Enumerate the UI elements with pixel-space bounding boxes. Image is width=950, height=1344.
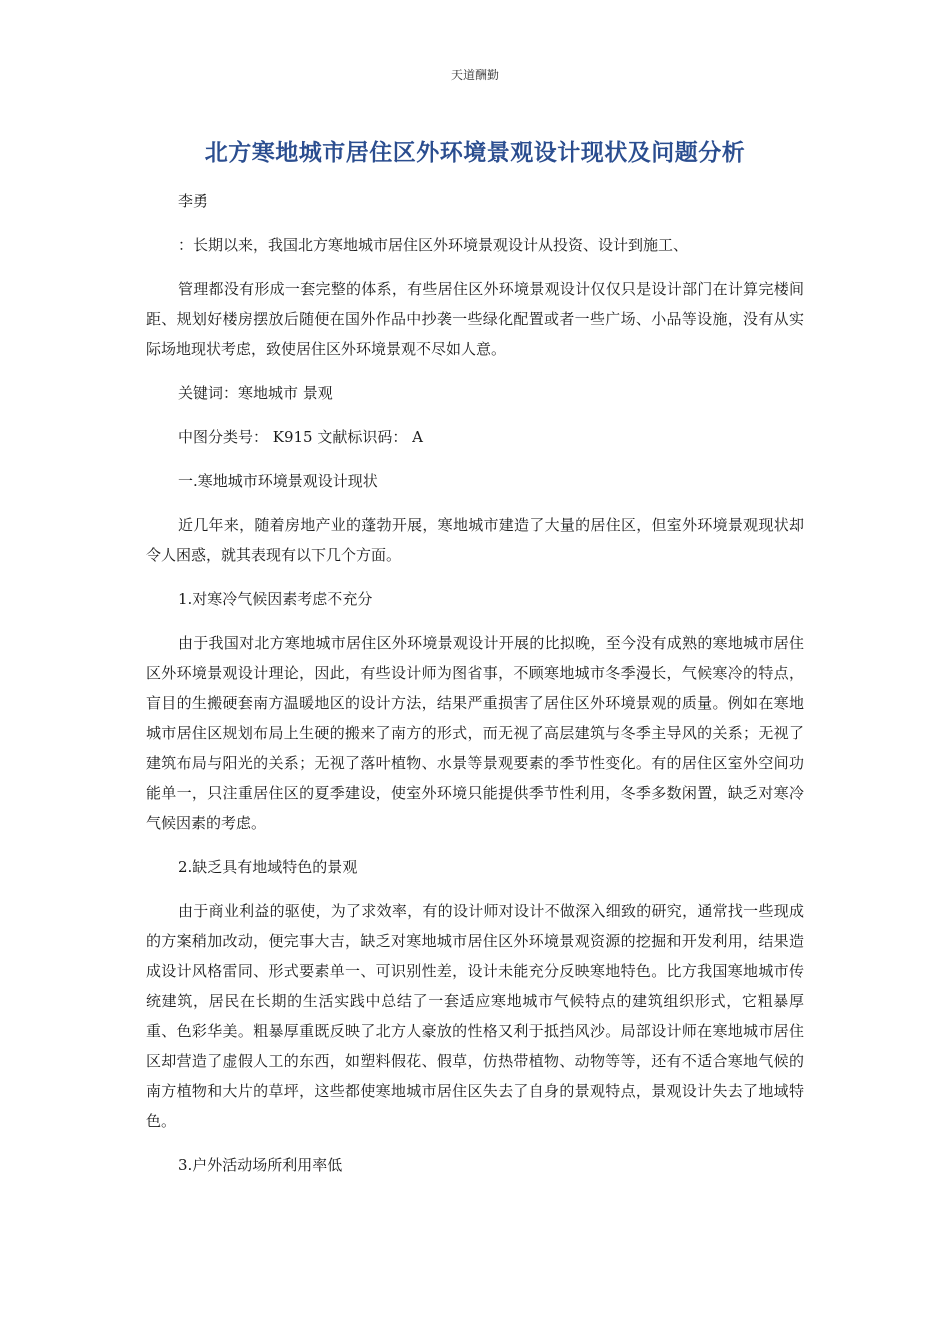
subsection-1-heading: 1.对寒冷气候因素考虑不充分 — [178, 590, 373, 608]
subsection-3-heading: 3.户外活动场所利用率低 — [178, 1156, 343, 1174]
document-title: 北方寒地城市居住区外环境景观设计现状及问题分析 — [204, 140, 746, 166]
abstract-line-1: ：长期以来，我国北方寒地城市居住区外环境景观设计从投资、设计到施工、 — [178, 236, 689, 254]
abstract-line-2: 管理都没有形成一套完整的体系，有些居住区外环境景观设计仅仅只是设计部门在计算完楼间距、规划好楼房摆放后随便在国外作品中抄袭一些绿化配置或者一些广场、小品等设施，没有从实际场地现状考虑，致使居住区外环境景观不尽如人意。 — [146, 280, 804, 358]
header-mark: 天道酬勤 — [450, 68, 499, 82]
section-1-intro: 近几年来，随着房地产业的蓬勃开展，寒地城市建造了大量的居住区，但室外环境景观现状却令人困惑，就其表现有以下几个方面。 — [146, 516, 804, 564]
subsection-2-text: 由于商业利益的驱使，为了求效率，有的设计师对设计不做深入细致的研究，通常找一些现成的方案稍加改动，便完事大吉，缺乏对寒地城市居住区外环境景观资源的挖掘和开发利用，结果造成设计风格雷同、形式要素单一、可识别性差，设计未能充分反映寒地特色。比方我国寒地城市传统建筑，居民在长期的生活实践中总结了一套适应寒地城市气候特点的建筑组织形式，它粗暴厚重、色彩华美。粗暴厚重既反映了北方人豪放的性格又利于抵挡风沙。局部设计师在寒地城市居住区却营造了虚假人工的东西，如塑料假花、假草，仿热带植物、动物等等，还有不适合寒地气候的南方植物和大片的草坪，这些都使寒地城市居住区失去了自身的景观特点，景观设计失去了地域特色。 — [146, 902, 804, 1130]
subsection-1-text: 由于我国对北方寒地城市居住区外环境景观设计开展的比拟晚，至今没有成熟的寒地城市居住区外环境景观设计理论，因此，有些设计师为图省事，不顾寒地城市冬季漫长，气候寒冷的特点，盲目的生搬硬套南方温暖地区的设计方法，结果严重损害了居住区外环境景观的质量。例如在寒地城市居住区规划布局上生硬的搬来了南方的形式，而无视了高层建筑与冬季主导风的关系；无视了建筑布局与阳光的关系；无视了落叶植物、水景等景观要素的季节性变化。有的居住区室外空间功能单一，只注重居住区的夏季建设，使室外环境只能提供季节性利用，冬季多数闲置，缺乏对寒冷气候因素的考虑。 — [146, 634, 804, 832]
section-1-heading: 一.寒地城市环境景观设计现状 — [178, 472, 378, 490]
author: 李勇 — [178, 192, 209, 210]
document-body — [146, 186, 804, 1180]
classification: 中图分类号： K915 文献标识码： A — [178, 428, 423, 446]
keywords: 关键词：寒地城市 景观 — [178, 384, 333, 402]
subsection-2-heading: 2.缺乏具有地域特色的景观 — [178, 858, 358, 876]
